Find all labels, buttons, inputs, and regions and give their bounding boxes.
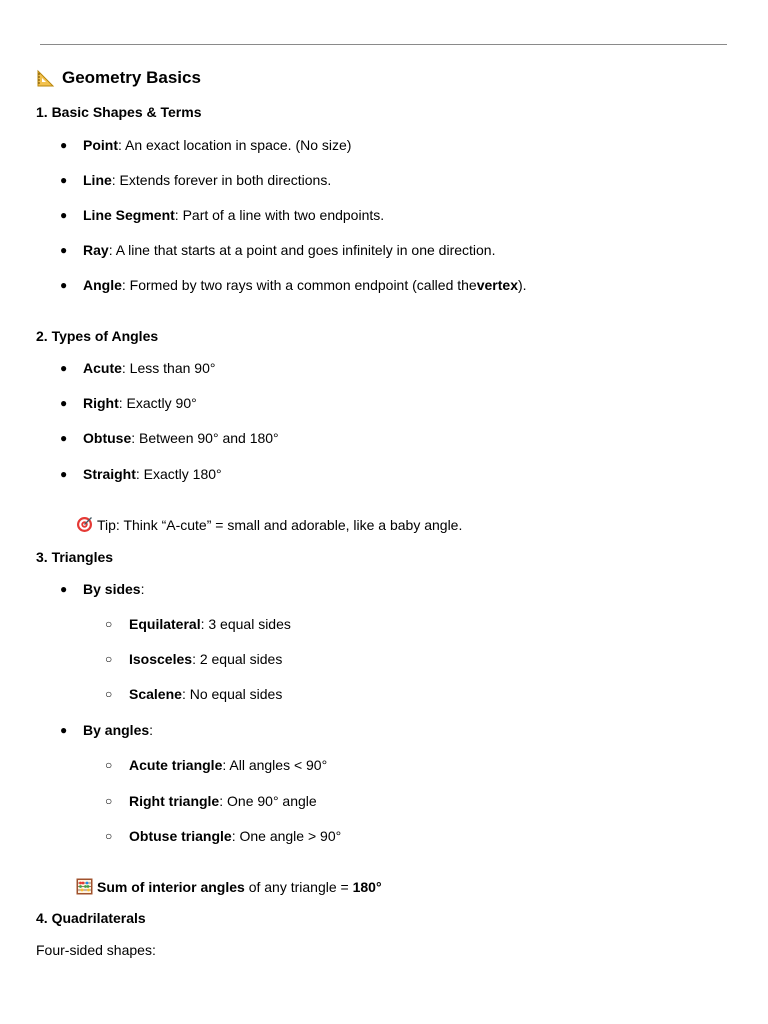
term: Right xyxy=(83,395,119,411)
term: Straight xyxy=(83,466,136,482)
term: Equilateral xyxy=(129,616,201,632)
definition: : Part of a line with two endpoints. xyxy=(174,207,385,223)
list-item xyxy=(60,172,331,188)
list-item xyxy=(60,395,197,411)
definition: : An exact location in space. (No size) xyxy=(118,137,352,153)
definition: : One 90° angle xyxy=(219,793,317,809)
hollow-bullet: ○ xyxy=(105,829,113,843)
section-heading-types-of-angles: 2. Types of Angles xyxy=(36,328,159,344)
term: Point xyxy=(83,137,118,153)
definition: : xyxy=(140,581,145,597)
term-vertex: vertex xyxy=(476,277,518,293)
list-item xyxy=(60,277,527,293)
definition: : Exactly 180° xyxy=(135,466,222,482)
hollow-bullet: ○ xyxy=(105,617,113,631)
quadrilaterals-intro: Four-sided shapes: xyxy=(36,942,156,958)
sub-list-item xyxy=(105,828,341,844)
sub-list-item xyxy=(105,686,282,702)
term: Acute triangle xyxy=(129,757,223,773)
page-title xyxy=(36,68,201,88)
bullet: ● xyxy=(60,723,68,737)
hollow-bullet: ○ xyxy=(105,758,113,772)
term: Angle xyxy=(83,277,122,293)
section-heading-triangles: 3. Triangles xyxy=(36,549,114,565)
definition: : One angle > 90° xyxy=(231,828,342,844)
tip-note xyxy=(76,516,462,533)
bullet: ● xyxy=(60,243,68,257)
bullet: ● xyxy=(60,467,68,481)
hollow-bullet: ○ xyxy=(105,652,113,666)
definition: : Formed by two rays with a common endpoint (called the xyxy=(121,277,477,293)
sum-note xyxy=(76,878,382,895)
hollow-bullet: ○ xyxy=(105,794,113,808)
list-item xyxy=(60,466,222,482)
list-item-by-angles xyxy=(60,722,153,738)
bullet: ● xyxy=(60,208,68,222)
bullet: ● xyxy=(60,582,68,596)
definition: : No equal sides xyxy=(181,686,283,702)
sum-note-value: 180° xyxy=(352,878,382,895)
term: Isosceles xyxy=(129,651,193,667)
top-divider xyxy=(40,44,727,45)
term: By angles xyxy=(83,722,150,738)
term: Ray xyxy=(83,242,109,258)
bullet: ● xyxy=(60,278,68,292)
term: Obtuse triangle xyxy=(129,828,232,844)
definition: : Exactly 90° xyxy=(118,395,197,411)
list-item xyxy=(60,137,351,153)
term: Acute xyxy=(83,360,122,376)
definition: : xyxy=(149,722,154,738)
definition: : Less than 90° xyxy=(121,360,216,376)
term: Line xyxy=(83,172,112,188)
list-item xyxy=(60,207,384,223)
section-heading-quadrilaterals: 4. Quadrilaterals xyxy=(36,910,146,926)
term: Obtuse xyxy=(83,430,132,446)
list-item xyxy=(60,242,496,258)
definition: : 2 equal sides xyxy=(192,651,283,667)
sub-list-item xyxy=(105,651,282,667)
page-title-text: Geometry Basics xyxy=(62,68,201,87)
sum-note-bold: Sum of interior angles xyxy=(97,878,245,895)
list-item-by-sides xyxy=(60,581,144,597)
target-icon xyxy=(76,516,93,533)
tip-text: Tip: Think “A-cute” = small and adorable, like a baby angle. xyxy=(97,516,463,533)
definition: : 3 equal sides xyxy=(200,616,291,632)
bullet: ● xyxy=(60,361,68,375)
bullet: ● xyxy=(60,173,68,187)
term: Right triangle xyxy=(129,793,220,809)
bullet: ● xyxy=(60,138,68,152)
sum-note-text: of any triangle = xyxy=(244,878,353,895)
section-heading-basic-shapes: 1. Basic Shapes & Terms xyxy=(36,104,202,120)
abacus-icon xyxy=(76,878,93,895)
bullet: ● xyxy=(60,431,68,445)
bullet: ● xyxy=(60,396,68,410)
hollow-bullet: ○ xyxy=(105,687,113,701)
list-item xyxy=(60,360,215,376)
sub-list-item xyxy=(105,757,327,773)
definition-tail: ). xyxy=(517,277,527,293)
triangular-ruler-icon xyxy=(36,68,56,88)
term: Scalene xyxy=(129,686,182,702)
sub-list-item xyxy=(105,793,317,809)
sub-list-item xyxy=(105,616,291,632)
definition: : Extends forever in both directions. xyxy=(111,172,332,188)
term: By sides xyxy=(83,581,141,597)
definition: : Between 90° and 180° xyxy=(131,430,279,446)
definition: : A line that starts at a point and goes infinitely in one direction. xyxy=(108,242,496,258)
term: Line Segment xyxy=(83,207,175,223)
definition: : All angles < 90° xyxy=(222,757,328,773)
list-item xyxy=(60,430,279,446)
